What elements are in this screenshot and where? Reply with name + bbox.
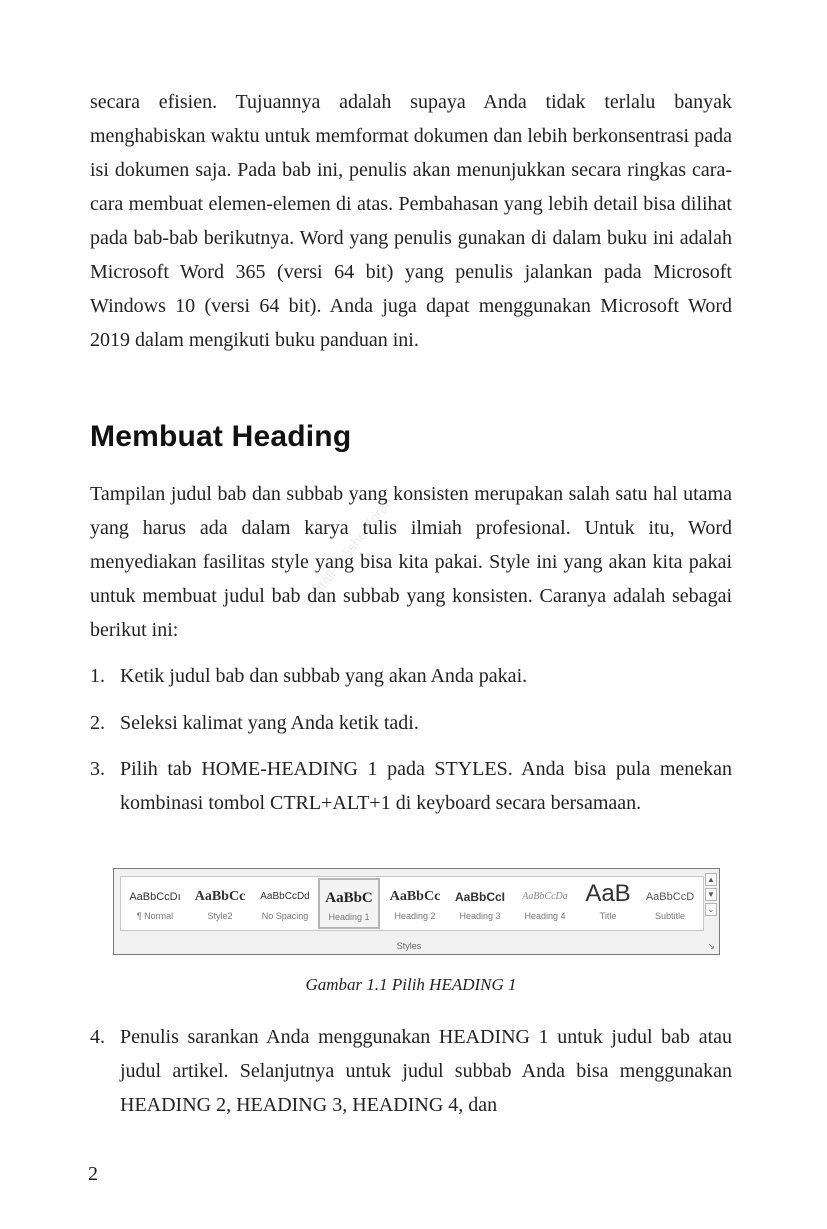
list-number: 2. [90, 712, 105, 734]
section-heading: Membuat Heading [90, 420, 352, 453]
style-heading-3[interactable] [449, 879, 511, 927]
style-title[interactable] [577, 879, 639, 927]
style-heading-1[interactable] [318, 878, 380, 929]
list-number: 1. [90, 665, 105, 687]
dialog-launcher-icon[interactable]: ↘ [707, 941, 715, 951]
style-sample: AaBbCcI [454, 890, 505, 904]
heading-paragraph: Tampilan judul bab dan subbab yang konsisten merupakan salah satu hal utama yang harus ada dalam karya tulis ilmiah profesional. Untuk itu, Word menyediakan fasilitas style yang bisa kita pakai. Style ini yang akan kita pakai untuk membuat judul bab dan subbab yang konsisten. Caranya adalah sebagai berikut ini: [90, 483, 732, 641]
styles-gallery [120, 876, 704, 931]
style-heading-4[interactable] [514, 879, 576, 927]
list-item [90, 1020, 732, 1122]
style-normal[interactable] [124, 879, 186, 927]
list-text: Penulis sarankan Anda menggunakan HEADING 1 untuk judul bab atau judul artikel. Selanjutnya untuk judul subbab Anda bisa menggunakan HEADING 2, HEADING 3, HEADING 4, dan [120, 1026, 732, 1116]
style-sample: AaBbCcDa [522, 891, 568, 902]
style-name: Heading 3 [459, 911, 501, 921]
style-no-spacing[interactable] [254, 879, 316, 927]
style-name: Heading 2 [394, 911, 436, 921]
page-number: 2 [88, 1163, 98, 1185]
style-sample: AaB [585, 880, 631, 907]
style-name: Title [599, 911, 617, 921]
style-sample: AaBbCcDd [260, 891, 310, 902]
scroll-up-icon[interactable]: ▲ [705, 873, 717, 886]
style-name: Style2 [207, 911, 233, 921]
style-sample: AaBbC [325, 890, 373, 906]
list-number: 4. [90, 1026, 105, 1048]
list-number: 3. [90, 758, 105, 780]
gallery-scroll [705, 873, 717, 918]
style-subtitle[interactable] [639, 879, 701, 927]
style-style2[interactable] [189, 879, 251, 927]
list-text: Ketik judul bab dan subbab yang akan Anda pakai. [120, 665, 528, 687]
list-text: Seleksi kalimat yang Anda ketik tadi. [120, 712, 419, 734]
style-sample: AaBbCcD [645, 891, 695, 903]
style-name: Heading 1 [328, 912, 370, 922]
intro-paragraph: secara efisien. Tujuannya adalah supaya Anda tidak terlalu banyak menghabiskan waktu untuk memformat dokumen dan lebih berkonsentrasi pada isi dokumen saja. Pada bab ini, penulis akan menunjukkan secara ringkas cara-cara membuat elemen-elemen di atas. Pembahasan yang lebih detail bisa dilihat pada bab-bab berikutnya. Word yang penulis gunakan di dalam buku ini adalah Microsoft Word 365 (versi 64 bit) yang penulis jalankan pada Microsoft Windows 10 (versi 64 bit). Anda juga dapat menggunakan Microsoft Word 2019 dalam mengikuti buku panduan ini. [90, 91, 732, 351]
list-item [90, 706, 732, 740]
figure-caption: Gambar 1.1 Pilih HEADING 1 [305, 975, 517, 994]
more-styles-icon[interactable]: ⌄ [705, 903, 717, 916]
style-name: Subtitle [654, 911, 686, 921]
style-heading-2[interactable] [384, 879, 446, 927]
watermark: DigitalPublisherKoran [300, 493, 396, 610]
style-sample: AaBbCc [194, 889, 246, 904]
list-text: Pilih tab HOME-HEADING 1 pada STYLES. Anda bisa pula menekan kombinasi tombol CTRL+ALT+1 di keyboard secara bersamaan. [120, 758, 732, 814]
style-name: Heading 4 [524, 911, 566, 921]
style-sample: AaBbCc [389, 889, 441, 904]
styles-group-label: Styles [396, 941, 422, 951]
style-name: No Spacing [261, 911, 309, 921]
style-sample: AaBbCcDı [129, 891, 181, 903]
style-name: ¶ Normal [136, 911, 174, 921]
scroll-down-icon[interactable]: ▼ [705, 888, 717, 901]
list-item [90, 752, 732, 820]
list-item [90, 659, 732, 693]
styles-ribbon-figure [113, 868, 720, 955]
